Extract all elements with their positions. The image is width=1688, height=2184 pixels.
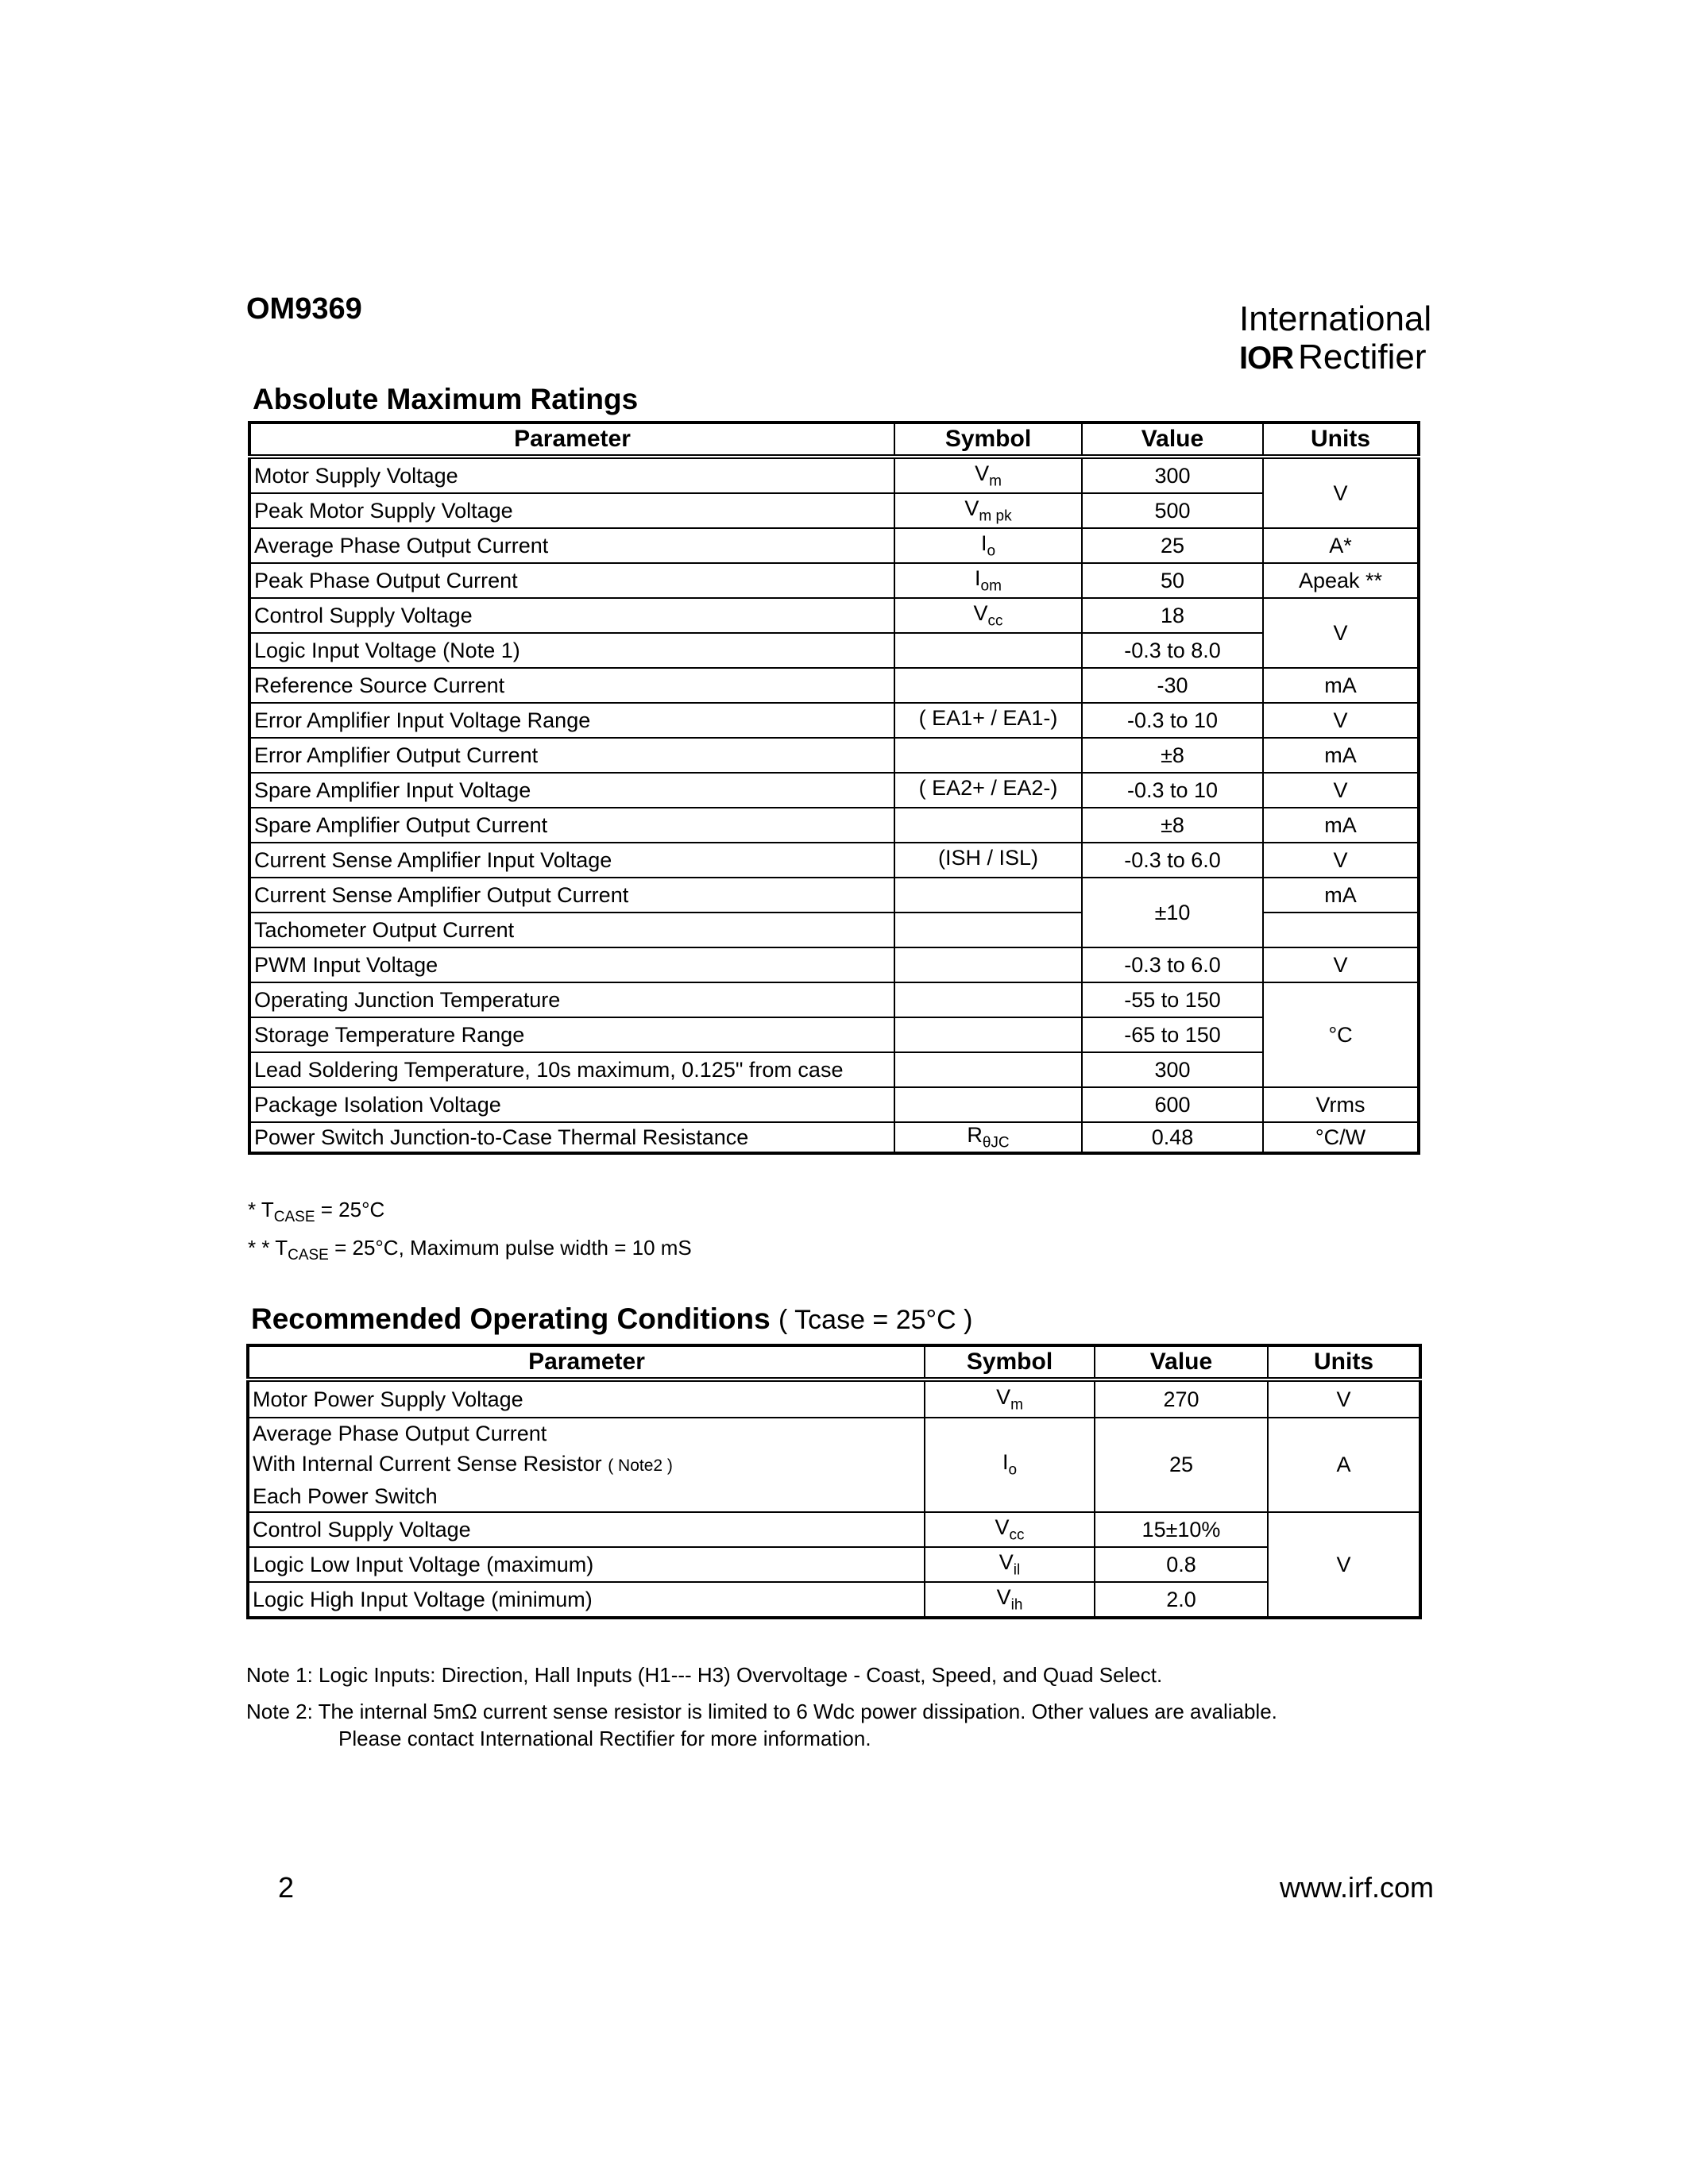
value-cell: 25 (1082, 528, 1263, 563)
value-cell: -0.3 to 6.0 (1082, 947, 1263, 982)
units-cell: V (1268, 1512, 1420, 1618)
param-cell: Logic Input Voltage (Note 1) (249, 633, 894, 668)
units-cell (1263, 913, 1419, 947)
table-row (248, 1582, 1420, 1618)
table-row (248, 1379, 1420, 1418)
value-cell: -0.3 to 10 (1082, 773, 1263, 808)
symbol-cell: $R_{\theta JC}$ (894, 1122, 1082, 1153)
table-row (249, 878, 1419, 913)
symbol-cell (894, 913, 1082, 947)
units-cell: °C/W (1263, 1122, 1419, 1153)
note-2-line-1: Note 2: The internal 5mΩ current sense resistor is limited to 6 Wdc power dissipation. Other values are avaliable. (246, 1700, 1277, 1723)
table-row (248, 1547, 1420, 1582)
param-cell: PWM Input Voltage (249, 947, 894, 982)
symbol-cell (894, 1052, 1082, 1087)
symbol-cell (894, 947, 1082, 982)
symbol-cell (894, 878, 1082, 913)
param-cell: Average Phase Output Current With Internal Current Sense Resistor ( Note2 ) Each Power Switch (248, 1418, 925, 1512)
rec-op-title: Recommended Operating Conditions ( Tcase = 25°C ) (251, 1302, 973, 1335)
symbol-cell: $V_{cc}$ (925, 1512, 1095, 1547)
table-row (249, 598, 1419, 633)
value-cell: ±8 (1082, 808, 1263, 843)
absolute-maximum-ratings-table (248, 421, 1420, 1155)
value-cell: ±8 (1082, 738, 1263, 773)
param-cell: Motor Supply Voltage (249, 457, 894, 493)
units-cell: mA (1263, 808, 1419, 843)
footnote-2: * * $T_{CASE} = 25^\circ C$, Maximum pulse width = 10 mS (248, 1236, 692, 1264)
note-1: Note 1: Logic Inputs: Direction, Hall Inputs (H1--- H3) Overvoltage - Coast, Speed, and Quad Select. (246, 1663, 1163, 1687)
symbol-cell: $I_o$ (925, 1418, 1095, 1512)
table-row (249, 1122, 1419, 1153)
table-row (249, 668, 1419, 703)
table-row (249, 982, 1419, 1017)
param-cell: Power Switch Junction-to-Case Thermal Resistance (249, 1122, 894, 1153)
value-cell: 300 (1082, 457, 1263, 493)
units-cell: mA (1263, 668, 1419, 703)
param-cell: Motor Power Supply Voltage (248, 1379, 925, 1418)
col-header-units: Units (1263, 423, 1419, 457)
param-cell: Spare Amplifier Output Current (249, 808, 894, 843)
value-cell: -0.3 to 10 (1082, 703, 1263, 738)
symbol-cell: $I_o$ (894, 528, 1082, 563)
table-row (249, 563, 1419, 598)
value-cell: 50 (1082, 563, 1263, 598)
units-cell: A* (1263, 528, 1419, 563)
param-cell: Spare Amplifier Input Voltage (249, 773, 894, 808)
rec-col-header-symbol: Symbol (925, 1345, 1095, 1379)
footnote-1: * $T_{CASE} = 25^\circ C$ (248, 1198, 385, 1226)
value-cell: -0.3 to 6.0 (1082, 843, 1263, 878)
value-cell: 270 (1095, 1379, 1268, 1418)
abs-max-title: Absolute Maximum Ratings (253, 383, 639, 415)
table-row (249, 528, 1419, 563)
symbol-cell: $V_{cc}$ (894, 598, 1082, 633)
table-row (249, 773, 1419, 808)
table-row (249, 1052, 1419, 1087)
param-cell: Logic Low Input Voltage (maximum) (248, 1547, 925, 1582)
ior-logo-mark: IOR (1239, 341, 1294, 376)
value-cell: 500 (1082, 493, 1263, 528)
units-cell: Vrms (1263, 1087, 1419, 1122)
symbol-cell: ( EA2+ / EA2-) (894, 773, 1082, 808)
symbol-cell (894, 982, 1082, 1017)
symbol-cell (894, 738, 1082, 773)
units-cell: V (1263, 773, 1419, 808)
value-cell: -65 to 150 (1082, 1017, 1263, 1052)
param-cell: Control Supply Voltage (248, 1512, 925, 1547)
value-cell: 15±10% (1095, 1512, 1268, 1547)
col-header-parameter: Parameter (249, 423, 894, 457)
table-row (249, 843, 1419, 878)
logo-rectifier-text: Rectifier (1298, 338, 1427, 376)
website-link[interactable]: www.irf.com (1279, 1871, 1434, 1904)
symbol-cell: ( EA1+ / EA1-) (894, 703, 1082, 738)
param-cell: Lead Soldering Temperature, 10s maximum, 0.125" from case (249, 1052, 894, 1087)
symbol-cell: $V_{il}$ (925, 1547, 1095, 1582)
logo-line-rectifier (1239, 338, 1427, 377)
part-number: OM9369 (246, 292, 362, 326)
col-header-symbol: Symbol (894, 423, 1082, 457)
param-cell: Error Amplifier Output Current (249, 738, 894, 773)
logo-line-international: International (1239, 299, 1432, 338)
units-cell: V (1263, 843, 1419, 878)
param-cell: Reference Source Current (249, 668, 894, 703)
param-cell: Error Amplifier Input Voltage Range (249, 703, 894, 738)
table-row (248, 1512, 1420, 1547)
units-cell: V (1263, 947, 1419, 982)
value-cell: 18 (1082, 598, 1263, 633)
rec-col-header-units: Units (1268, 1345, 1420, 1379)
company-logo (1239, 299, 1432, 377)
page-number: 2 (278, 1871, 295, 1904)
units-cell: V (1263, 703, 1419, 738)
symbol-cell (894, 1017, 1082, 1052)
table-row (248, 1418, 1420, 1512)
param-cell: Current Sense Amplifier Output Current (249, 878, 894, 913)
note-2-line-2: Please contact International Rectifier for more information. (338, 1727, 871, 1750)
symbol-cell: $V_m$ (925, 1379, 1095, 1418)
value-cell: ±10 (1082, 878, 1263, 947)
table-row (249, 808, 1419, 843)
table-row (249, 633, 1419, 668)
table-row (249, 1087, 1419, 1122)
value-cell: -55 to 150 (1082, 982, 1263, 1017)
value-cell: -30 (1082, 668, 1263, 703)
value-cell: 0.48 (1082, 1122, 1263, 1153)
units-cell: °C (1263, 982, 1419, 1087)
units-cell: V (1263, 598, 1419, 668)
param-cell: Storage Temperature Range (249, 1017, 894, 1052)
units-cell: mA (1263, 878, 1419, 913)
param-cell: Package Isolation Voltage (249, 1087, 894, 1122)
value-cell: 0.8 (1095, 1547, 1268, 1582)
recommended-operating-conditions-table (246, 1344, 1422, 1619)
value-cell: 600 (1082, 1087, 1263, 1122)
param-cell: Average Phase Output Current (249, 528, 894, 563)
param-cell: Tachometer Output Current (249, 913, 894, 947)
value-cell: 300 (1082, 1052, 1263, 1087)
symbol-cell (894, 668, 1082, 703)
table-row (249, 738, 1419, 773)
param-cell: Operating Junction Temperature (249, 982, 894, 1017)
table-row (249, 457, 1419, 493)
param-cell: Peak Phase Output Current (249, 563, 894, 598)
units-cell: V (1263, 457, 1419, 528)
units-cell: V (1268, 1379, 1420, 1418)
symbol-cell (894, 1087, 1082, 1122)
param-cell: Peak Motor Supply Voltage (249, 493, 894, 528)
symbol-cell: (ISH / ISL) (894, 843, 1082, 878)
symbol-cell: $V_{m pk}$ (894, 493, 1082, 528)
table-row (249, 1017, 1419, 1052)
table-row (249, 493, 1419, 528)
units-cell: mA (1263, 738, 1419, 773)
value-cell: -0.3 to 8.0 (1082, 633, 1263, 668)
symbol-cell: $V_m$ (894, 457, 1082, 493)
symbol-cell (894, 633, 1082, 668)
units-cell: A (1268, 1418, 1420, 1512)
table-row (249, 703, 1419, 738)
value-cell: 2.0 (1095, 1582, 1268, 1618)
units-cell: Apeak ** (1263, 563, 1419, 598)
param-cell: Logic High Input Voltage (minimum) (248, 1582, 925, 1618)
table-row (249, 947, 1419, 982)
value-cell: 25 (1095, 1418, 1268, 1512)
param-cell: Control Supply Voltage (249, 598, 894, 633)
col-header-value: Value (1082, 423, 1263, 457)
symbol-cell: $V_{ih}$ (925, 1582, 1095, 1618)
param-cell: Current Sense Amplifier Input Voltage (249, 843, 894, 878)
rec-col-header-value: Value (1095, 1345, 1268, 1379)
symbol-cell (894, 808, 1082, 843)
rec-col-header-parameter: Parameter (248, 1345, 925, 1379)
symbol-cell: $I_{om}$ (894, 563, 1082, 598)
